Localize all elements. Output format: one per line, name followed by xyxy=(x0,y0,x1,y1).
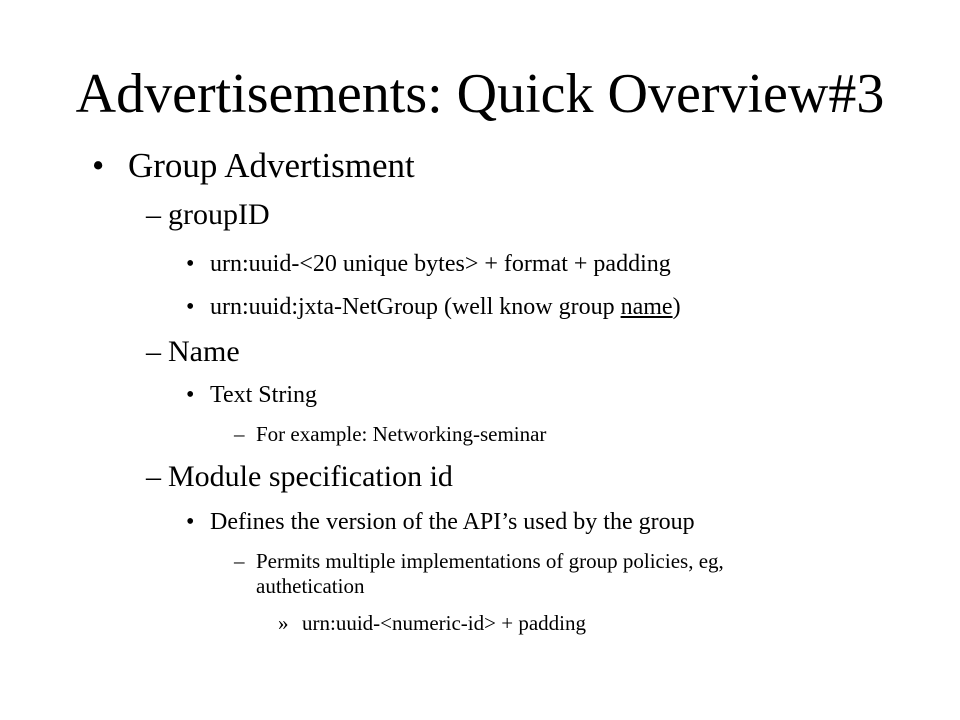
dash-marker: – xyxy=(234,549,245,573)
netgroup-text-prefix: urn:uuid:jxta-NetGroup (well know group xyxy=(210,294,621,320)
bullet-uuid-unique: urn:uuid-<20 unique bytes> + format + padding xyxy=(210,251,671,277)
bullet-example: For example: Networking-seminar xyxy=(256,422,547,446)
dash-marker: – xyxy=(234,422,245,446)
netgroup-text-suffix: ) xyxy=(672,294,681,320)
bullet-marker: • xyxy=(186,294,195,320)
bullet-permits-line2: authetication xyxy=(256,574,365,598)
bullet-marker: • xyxy=(186,382,195,408)
bullet-permits-line1: Permits multiple implementations of group policies, eg, xyxy=(256,549,724,573)
bullet-uuid-netgroup xyxy=(210,293,681,321)
netgroup-text-underlined: name xyxy=(620,294,673,320)
bullet-marker: • xyxy=(186,509,195,535)
raquo-marker: » xyxy=(278,611,289,635)
bullet-groupid: groupID xyxy=(168,198,270,231)
bullet-marker: • xyxy=(186,251,195,277)
bullet-marker: • xyxy=(92,146,105,185)
bullet-module-spec: Module specification id xyxy=(168,460,453,493)
bullet-uuid-numeric: urn:uuid-<numeric-id> + padding xyxy=(302,611,586,635)
bullet-defines-version: Defines the version of the API’s used by the group xyxy=(210,509,695,535)
bullet-name: Name xyxy=(168,335,240,368)
dash-marker: – xyxy=(146,198,161,231)
slide-title: Advertisements: Quick Overview#3 xyxy=(75,63,885,125)
dash-marker: – xyxy=(146,335,161,368)
bullet-text-string: Text String xyxy=(210,382,317,408)
dash-marker: – xyxy=(146,460,161,493)
bullet-group-advertisment: Group Advertisment xyxy=(128,146,415,185)
